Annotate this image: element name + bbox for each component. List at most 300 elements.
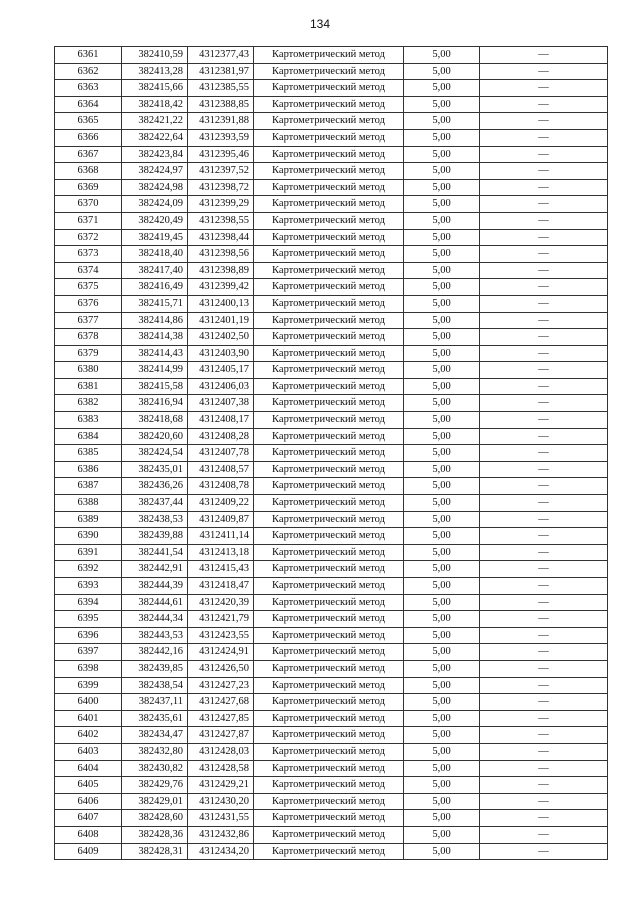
- point-number-cell: 6382: [55, 395, 122, 412]
- y-coordinate-cell: 4312401,19: [188, 312, 254, 329]
- accuracy-cell: 5,00: [404, 743, 480, 760]
- point-number-cell: 6405: [55, 777, 122, 794]
- point-number-cell: 6398: [55, 660, 122, 677]
- table-row: [55, 760, 608, 777]
- method-cell: Картометрический метод: [254, 445, 404, 462]
- table-row: [55, 378, 608, 395]
- table-row: [55, 578, 608, 595]
- y-coordinate-cell: 4312413,18: [188, 544, 254, 561]
- y-coordinate-cell: 4312406,03: [188, 378, 254, 395]
- point-number-cell: 6395: [55, 611, 122, 628]
- table-row: [55, 843, 608, 860]
- method-cell: Картометрический метод: [254, 47, 404, 64]
- method-cell: Картометрический метод: [254, 677, 404, 694]
- description-cell: —: [480, 412, 608, 429]
- method-cell: Картометрический метод: [254, 694, 404, 711]
- table-row: [55, 262, 608, 279]
- table-row: [55, 129, 608, 146]
- table-row: [55, 146, 608, 163]
- x-coordinate-cell: 382420,60: [122, 428, 188, 445]
- x-coordinate-cell: 382415,58: [122, 378, 188, 395]
- table-row: [55, 777, 608, 794]
- x-coordinate-cell: 382442,16: [122, 644, 188, 661]
- point-number-cell: 6364: [55, 96, 122, 113]
- point-number-cell: 6367: [55, 146, 122, 163]
- description-cell: —: [480, 212, 608, 229]
- point-number-cell: 6372: [55, 229, 122, 246]
- method-cell: Картометрический метод: [254, 146, 404, 163]
- y-coordinate-cell: 4312398,44: [188, 229, 254, 246]
- method-cell: Картометрический метод: [254, 129, 404, 146]
- y-coordinate-cell: 4312388,85: [188, 96, 254, 113]
- y-coordinate-cell: 4312421,79: [188, 611, 254, 628]
- x-coordinate-cell: 382418,42: [122, 96, 188, 113]
- x-coordinate-cell: 382434,47: [122, 727, 188, 744]
- table-row: [55, 246, 608, 263]
- description-cell: —: [480, 677, 608, 694]
- x-coordinate-cell: 382418,68: [122, 412, 188, 429]
- point-number-cell: 6407: [55, 810, 122, 827]
- description-cell: —: [480, 279, 608, 296]
- accuracy-cell: 5,00: [404, 212, 480, 229]
- description-cell: —: [480, 777, 608, 794]
- method-cell: Картометрический метод: [254, 428, 404, 445]
- accuracy-cell: 5,00: [404, 578, 480, 595]
- point-number-cell: 6369: [55, 179, 122, 196]
- description-cell: —: [480, 594, 608, 611]
- y-coordinate-cell: 4312400,13: [188, 295, 254, 312]
- point-number-cell: 6406: [55, 793, 122, 810]
- description-cell: —: [480, 743, 608, 760]
- accuracy-cell: 5,00: [404, 760, 480, 777]
- table-row: [55, 445, 608, 462]
- table-row: [55, 495, 608, 512]
- method-cell: Картометрический метод: [254, 80, 404, 97]
- point-number-cell: 6386: [55, 461, 122, 478]
- table-row: [55, 412, 608, 429]
- description-cell: —: [480, 611, 608, 628]
- y-coordinate-cell: 4312427,23: [188, 677, 254, 694]
- y-coordinate-cell: 4312408,78: [188, 478, 254, 495]
- x-coordinate-cell: 382428,31: [122, 843, 188, 860]
- x-coordinate-cell: 382416,94: [122, 395, 188, 412]
- method-cell: Картометрический метод: [254, 644, 404, 661]
- y-coordinate-cell: 4312398,89: [188, 262, 254, 279]
- description-cell: —: [480, 760, 608, 777]
- description-cell: —: [480, 163, 608, 180]
- method-cell: Картометрический метод: [254, 262, 404, 279]
- point-number-cell: 6408: [55, 826, 122, 843]
- method-cell: Картометрический метод: [254, 544, 404, 561]
- table-row: [55, 528, 608, 545]
- description-cell: —: [480, 644, 608, 661]
- method-cell: Картометрический метод: [254, 777, 404, 794]
- accuracy-cell: 5,00: [404, 594, 480, 611]
- y-coordinate-cell: 4312411,14: [188, 528, 254, 545]
- table-row: [55, 428, 608, 445]
- y-coordinate-cell: 4312420,39: [188, 594, 254, 611]
- y-coordinate-cell: 4312399,29: [188, 196, 254, 213]
- table-row: [55, 163, 608, 180]
- y-coordinate-cell: 4312397,52: [188, 163, 254, 180]
- accuracy-cell: 5,00: [404, 412, 480, 429]
- description-cell: —: [480, 47, 608, 64]
- x-coordinate-cell: 382414,86: [122, 312, 188, 329]
- description-cell: —: [480, 710, 608, 727]
- point-number-cell: 6394: [55, 594, 122, 611]
- point-number-cell: 6374: [55, 262, 122, 279]
- table-row: [55, 810, 608, 827]
- description-cell: —: [480, 146, 608, 163]
- point-number-cell: 6381: [55, 378, 122, 395]
- method-cell: Картометрический метод: [254, 743, 404, 760]
- method-cell: Картометрический метод: [254, 810, 404, 827]
- x-coordinate-cell: 382424,97: [122, 163, 188, 180]
- table-row: [55, 395, 608, 412]
- y-coordinate-cell: 4312430,20: [188, 793, 254, 810]
- point-number-cell: 6384: [55, 428, 122, 445]
- x-coordinate-cell: 382437,44: [122, 495, 188, 512]
- method-cell: Картометрический метод: [254, 461, 404, 478]
- point-number-cell: 6383: [55, 412, 122, 429]
- accuracy-cell: 5,00: [404, 810, 480, 827]
- method-cell: Картометрический метод: [254, 395, 404, 412]
- description-cell: —: [480, 362, 608, 379]
- y-coordinate-cell: 4312409,22: [188, 495, 254, 512]
- accuracy-cell: 5,00: [404, 279, 480, 296]
- x-coordinate-cell: 382437,11: [122, 694, 188, 711]
- x-coordinate-cell: 382421,22: [122, 113, 188, 130]
- y-coordinate-cell: 4312377,43: [188, 47, 254, 64]
- y-coordinate-cell: 4312398,55: [188, 212, 254, 229]
- description-cell: —: [480, 544, 608, 561]
- accuracy-cell: 5,00: [404, 677, 480, 694]
- accuracy-cell: 5,00: [404, 312, 480, 329]
- description-cell: —: [480, 262, 608, 279]
- y-coordinate-cell: 4312424,91: [188, 644, 254, 661]
- description-cell: —: [480, 428, 608, 445]
- y-coordinate-cell: 4312395,46: [188, 146, 254, 163]
- point-number-cell: 6375: [55, 279, 122, 296]
- accuracy-cell: 5,00: [404, 445, 480, 462]
- y-coordinate-cell: 4312385,55: [188, 80, 254, 97]
- accuracy-cell: 5,00: [404, 378, 480, 395]
- point-number-cell: 6379: [55, 345, 122, 362]
- description-cell: —: [480, 660, 608, 677]
- table-row: [55, 196, 608, 213]
- method-cell: Картометрический метод: [254, 163, 404, 180]
- y-coordinate-cell: 4312429,21: [188, 777, 254, 794]
- y-coordinate-cell: 4312391,88: [188, 113, 254, 130]
- description-cell: —: [480, 810, 608, 827]
- description-cell: —: [480, 727, 608, 744]
- method-cell: Картометрический метод: [254, 727, 404, 744]
- x-coordinate-cell: 382424,09: [122, 196, 188, 213]
- method-cell: Картометрический метод: [254, 478, 404, 495]
- method-cell: Картометрический метод: [254, 362, 404, 379]
- x-coordinate-cell: 382436,26: [122, 478, 188, 495]
- description-cell: —: [480, 312, 608, 329]
- point-number-cell: 6401: [55, 710, 122, 727]
- method-cell: Картометрический метод: [254, 710, 404, 727]
- x-coordinate-cell: 382429,76: [122, 777, 188, 794]
- accuracy-cell: 5,00: [404, 461, 480, 478]
- accuracy-cell: 5,00: [404, 495, 480, 512]
- method-cell: Картометрический метод: [254, 578, 404, 595]
- point-number-cell: 6368: [55, 163, 122, 180]
- x-coordinate-cell: 382428,60: [122, 810, 188, 827]
- accuracy-cell: 5,00: [404, 246, 480, 263]
- description-cell: —: [480, 843, 608, 860]
- accuracy-cell: 5,00: [404, 196, 480, 213]
- description-cell: —: [480, 80, 608, 97]
- point-number-cell: 6370: [55, 196, 122, 213]
- point-number-cell: 6365: [55, 113, 122, 130]
- point-number-cell: 6397: [55, 644, 122, 661]
- point-number-cell: 6400: [55, 694, 122, 711]
- method-cell: Картометрический метод: [254, 495, 404, 512]
- table-row: [55, 544, 608, 561]
- method-cell: Картометрический метод: [254, 843, 404, 860]
- accuracy-cell: 5,00: [404, 362, 480, 379]
- point-number-cell: 6396: [55, 627, 122, 644]
- x-coordinate-cell: 382439,88: [122, 528, 188, 545]
- table-row: [55, 511, 608, 528]
- accuracy-cell: 5,00: [404, 428, 480, 445]
- x-coordinate-cell: 382435,61: [122, 710, 188, 727]
- method-cell: Картометрический метод: [254, 113, 404, 130]
- accuracy-cell: 5,00: [404, 295, 480, 312]
- accuracy-cell: 5,00: [404, 96, 480, 113]
- accuracy-cell: 5,00: [404, 710, 480, 727]
- description-cell: —: [480, 561, 608, 578]
- table-row: [55, 478, 608, 495]
- table-row: [55, 594, 608, 611]
- table-row: [55, 461, 608, 478]
- accuracy-cell: 5,00: [404, 660, 480, 677]
- description-cell: —: [480, 627, 608, 644]
- accuracy-cell: 5,00: [404, 644, 480, 661]
- accuracy-cell: 5,00: [404, 329, 480, 346]
- x-coordinate-cell: 382443,53: [122, 627, 188, 644]
- x-coordinate-cell: 382444,39: [122, 578, 188, 595]
- table-row: [55, 727, 608, 744]
- description-cell: —: [480, 511, 608, 528]
- table-row: [55, 63, 608, 80]
- y-coordinate-cell: 4312415,43: [188, 561, 254, 578]
- x-coordinate-cell: 382429,01: [122, 793, 188, 810]
- y-coordinate-cell: 4312381,97: [188, 63, 254, 80]
- y-coordinate-cell: 4312426,50: [188, 660, 254, 677]
- x-coordinate-cell: 382415,71: [122, 295, 188, 312]
- x-coordinate-cell: 382444,34: [122, 611, 188, 628]
- table-row: [55, 295, 608, 312]
- x-coordinate-cell: 382424,54: [122, 445, 188, 462]
- description-cell: —: [480, 528, 608, 545]
- method-cell: Картометрический метод: [254, 561, 404, 578]
- point-number-cell: 6403: [55, 743, 122, 760]
- table-row: [55, 229, 608, 246]
- point-number-cell: 6385: [55, 445, 122, 462]
- method-cell: Картометрический метод: [254, 196, 404, 213]
- method-cell: Картометрический метод: [254, 96, 404, 113]
- point-number-cell: 6404: [55, 760, 122, 777]
- table-row: [55, 329, 608, 346]
- x-coordinate-cell: 382413,28: [122, 63, 188, 80]
- method-cell: Картометрический метод: [254, 412, 404, 429]
- accuracy-cell: 5,00: [404, 395, 480, 412]
- y-coordinate-cell: 4312428,03: [188, 743, 254, 760]
- point-number-cell: 6377: [55, 312, 122, 329]
- y-coordinate-cell: 4312408,57: [188, 461, 254, 478]
- accuracy-cell: 5,00: [404, 146, 480, 163]
- description-cell: —: [480, 345, 608, 362]
- y-coordinate-cell: 4312408,28: [188, 428, 254, 445]
- description-cell: —: [480, 461, 608, 478]
- point-number-cell: 6392: [55, 561, 122, 578]
- x-coordinate-cell: 382415,66: [122, 80, 188, 97]
- point-number-cell: 6376: [55, 295, 122, 312]
- accuracy-cell: 5,00: [404, 611, 480, 628]
- x-coordinate-cell: 382430,82: [122, 760, 188, 777]
- table-row: [55, 345, 608, 362]
- x-coordinate-cell: 382423,84: [122, 146, 188, 163]
- y-coordinate-cell: 4312402,50: [188, 329, 254, 346]
- x-coordinate-cell: 382438,53: [122, 511, 188, 528]
- accuracy-cell: 5,00: [404, 345, 480, 362]
- table-row: [55, 561, 608, 578]
- point-number-cell: 6373: [55, 246, 122, 263]
- point-number-cell: 6409: [55, 843, 122, 860]
- point-number-cell: 6362: [55, 63, 122, 80]
- accuracy-cell: 5,00: [404, 129, 480, 146]
- description-cell: —: [480, 378, 608, 395]
- method-cell: Картометрический метод: [254, 760, 404, 777]
- y-coordinate-cell: 4312398,56: [188, 246, 254, 263]
- description-cell: —: [480, 295, 608, 312]
- y-coordinate-cell: 4312405,17: [188, 362, 254, 379]
- x-coordinate-cell: 382414,43: [122, 345, 188, 362]
- method-cell: Картометрический метод: [254, 179, 404, 196]
- accuracy-cell: 5,00: [404, 627, 480, 644]
- y-coordinate-cell: 4312398,72: [188, 179, 254, 196]
- point-number-cell: 6387: [55, 478, 122, 495]
- table-row: [55, 212, 608, 229]
- x-coordinate-cell: 382414,99: [122, 362, 188, 379]
- accuracy-cell: 5,00: [404, 727, 480, 744]
- method-cell: Картометрический метод: [254, 793, 404, 810]
- method-cell: Картометрический метод: [254, 295, 404, 312]
- y-coordinate-cell: 4312434,20: [188, 843, 254, 860]
- method-cell: Картометрический метод: [254, 212, 404, 229]
- description-cell: —: [480, 179, 608, 196]
- method-cell: Картометрический метод: [254, 312, 404, 329]
- x-coordinate-cell: 382435,01: [122, 461, 188, 478]
- accuracy-cell: 5,00: [404, 826, 480, 843]
- method-cell: Картометрический метод: [254, 826, 404, 843]
- description-cell: —: [480, 96, 608, 113]
- table-row: [55, 47, 608, 64]
- point-number-cell: 6399: [55, 677, 122, 694]
- x-coordinate-cell: 382422,64: [122, 129, 188, 146]
- y-coordinate-cell: 4312407,78: [188, 445, 254, 462]
- table-row: [55, 113, 608, 130]
- point-number-cell: 6363: [55, 80, 122, 97]
- y-coordinate-cell: 4312418,47: [188, 578, 254, 595]
- point-number-cell: 6393: [55, 578, 122, 595]
- x-coordinate-cell: 382414,38: [122, 329, 188, 346]
- accuracy-cell: 5,00: [404, 229, 480, 246]
- table-row: [55, 80, 608, 97]
- description-cell: —: [480, 694, 608, 711]
- table-row: [55, 179, 608, 196]
- table-row: [55, 312, 608, 329]
- method-cell: Картометрический метод: [254, 611, 404, 628]
- y-coordinate-cell: 4312409,87: [188, 511, 254, 528]
- accuracy-cell: 5,00: [404, 777, 480, 794]
- coordinates-table-body: [55, 47, 608, 860]
- y-coordinate-cell: 4312399,42: [188, 279, 254, 296]
- accuracy-cell: 5,00: [404, 80, 480, 97]
- accuracy-cell: 5,00: [404, 694, 480, 711]
- description-cell: —: [480, 478, 608, 495]
- method-cell: Картометрический метод: [254, 279, 404, 296]
- accuracy-cell: 5,00: [404, 163, 480, 180]
- method-cell: Картометрический метод: [254, 378, 404, 395]
- method-cell: Картометрический метод: [254, 627, 404, 644]
- method-cell: Картометрический метод: [254, 528, 404, 545]
- x-coordinate-cell: 382424,98: [122, 179, 188, 196]
- x-coordinate-cell: 382410,59: [122, 47, 188, 64]
- method-cell: Картометрический метод: [254, 511, 404, 528]
- accuracy-cell: 5,00: [404, 47, 480, 64]
- description-cell: —: [480, 578, 608, 595]
- description-cell: —: [480, 63, 608, 80]
- method-cell: Картометрический метод: [254, 246, 404, 263]
- x-coordinate-cell: 382439,85: [122, 660, 188, 677]
- y-coordinate-cell: 4312427,85: [188, 710, 254, 727]
- x-coordinate-cell: 382417,40: [122, 262, 188, 279]
- method-cell: Картометрический метод: [254, 345, 404, 362]
- accuracy-cell: 5,00: [404, 544, 480, 561]
- table-row: [55, 743, 608, 760]
- x-coordinate-cell: 382442,91: [122, 561, 188, 578]
- x-coordinate-cell: 382432,80: [122, 743, 188, 760]
- page-number: 134: [309, 17, 331, 31]
- description-cell: —: [480, 329, 608, 346]
- accuracy-cell: 5,00: [404, 843, 480, 860]
- accuracy-cell: 5,00: [404, 793, 480, 810]
- description-cell: —: [480, 445, 608, 462]
- point-number-cell: 6390: [55, 528, 122, 545]
- y-coordinate-cell: 4312427,87: [188, 727, 254, 744]
- point-number-cell: 6371: [55, 212, 122, 229]
- table-row: [55, 279, 608, 296]
- x-coordinate-cell: 382418,40: [122, 246, 188, 263]
- y-coordinate-cell: 4312431,55: [188, 810, 254, 827]
- description-cell: —: [480, 229, 608, 246]
- method-cell: Картометрический метод: [254, 594, 404, 611]
- accuracy-cell: 5,00: [404, 561, 480, 578]
- x-coordinate-cell: 382420,49: [122, 212, 188, 229]
- x-coordinate-cell: 382444,61: [122, 594, 188, 611]
- accuracy-cell: 5,00: [404, 478, 480, 495]
- accuracy-cell: 5,00: [404, 262, 480, 279]
- x-coordinate-cell: 382438,54: [122, 677, 188, 694]
- y-coordinate-cell: 4312428,58: [188, 760, 254, 777]
- y-coordinate-cell: 4312427,68: [188, 694, 254, 711]
- description-cell: —: [480, 495, 608, 512]
